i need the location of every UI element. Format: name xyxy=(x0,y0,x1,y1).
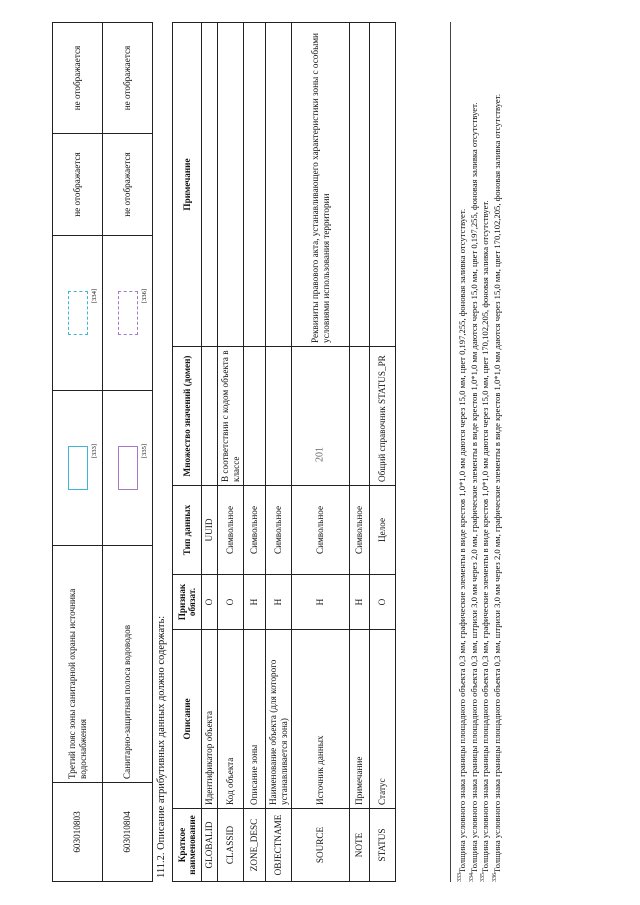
attr-required: О xyxy=(202,575,218,630)
attr-note xyxy=(218,23,244,347)
footnote: $^{335}$Толщина условного знака границы площадного объекта 0,3 мм, графические элементы в виде крестов 1,0*1,0 мм даются через 15,0 мм, цвет 170,102,205, фоновая заливка отсутствует. xyxy=(480,200,491,882)
attr-required: О xyxy=(218,575,244,630)
header-short-name: Краткое наименование xyxy=(173,809,202,882)
attr-desc: Наименование объекта (для которого устанавливается зона) xyxy=(266,630,292,809)
symbol-cell xyxy=(53,236,103,391)
attr-desc: Код объекта xyxy=(218,630,244,809)
attr-required: Н xyxy=(350,575,370,630)
attr-domain: В соответствии с кодом объекта в классе xyxy=(218,347,244,486)
purple-dashed-boundary-icon: [336] xyxy=(118,291,140,335)
zone-code: 603010803 xyxy=(53,783,103,882)
attr-domain xyxy=(266,347,292,486)
footnote-ref: 333 xyxy=(91,446,99,456)
attr-short: NOTE xyxy=(350,809,370,882)
attr-domain xyxy=(244,347,266,486)
table-row xyxy=(292,23,350,882)
attr-type: Целое xyxy=(370,486,396,575)
footnote: $^{333}$Толщина условного знака границы площадного объекта 0,3 мм, графические элементы в виде крестов 1,0*1,0 мм даются через 15,0 мм, цвет 0,197,255, фоновая заливка отсутствует. xyxy=(457,208,467,882)
table-header-row xyxy=(173,23,202,882)
attributes-heading: 111.2. Описание атрибутивных данных должно содержать: xyxy=(156,615,167,878)
purple-solid-boundary-icon: [335] xyxy=(118,446,140,490)
table-row xyxy=(202,23,218,882)
attr-short: SOURCE xyxy=(292,809,350,882)
attr-domain xyxy=(292,347,350,486)
attr-type: Символьное xyxy=(350,486,370,575)
display-value: не отображается xyxy=(53,23,103,134)
attr-short: STATUS xyxy=(370,809,396,882)
footnote-ref: 334 xyxy=(91,291,99,301)
table-row xyxy=(350,23,370,882)
attr-type: Символьное xyxy=(292,486,350,575)
attr-domain xyxy=(202,347,218,486)
attr-desc: Описание зоны xyxy=(244,630,266,809)
zones-table xyxy=(52,22,153,882)
symbol-cell xyxy=(53,391,103,546)
attr-note xyxy=(244,23,266,347)
attributes-table xyxy=(172,22,396,882)
footnote: $^{336}$Толщина условного знака границы площадного объекта 0,3 мм, штрихи 3,0 мм через 2,0 мм, графические элементы в виде крестов 1,0*1,0 мм даются через 15,0 мм, цвет 170,102,205, фоновая заливка отсутствует. xyxy=(492,94,503,882)
zone-code: 603010804 xyxy=(103,783,153,882)
footnote-ref: 336 xyxy=(141,291,149,301)
rotated-page-content xyxy=(52,22,632,882)
attr-desc: Источник данных xyxy=(292,630,350,809)
header-note: Примечание xyxy=(173,23,202,347)
table-row xyxy=(244,23,266,882)
attr-desc: Статус xyxy=(370,630,396,809)
header-value-domain: Множество значений (домен) xyxy=(173,347,202,486)
attr-required: Н xyxy=(266,575,292,630)
attr-type: UUID xyxy=(202,486,218,575)
attr-desc: Идентификатор объекта xyxy=(202,630,218,809)
table-row xyxy=(103,23,153,882)
attr-domain: Общий справочник STATUS_PR xyxy=(370,347,396,486)
table-row xyxy=(218,23,244,882)
attr-required: Н xyxy=(244,575,266,630)
attr-type: Символьное xyxy=(244,486,266,575)
table-row xyxy=(53,23,103,882)
table-row xyxy=(370,23,396,882)
attr-note xyxy=(350,23,370,347)
cyan-solid-boundary-icon: [333] xyxy=(68,446,90,490)
attr-type: Символьное xyxy=(218,486,244,575)
display-value: не отображается xyxy=(53,134,103,236)
table-row xyxy=(266,23,292,882)
attr-note xyxy=(370,23,396,347)
header-required: Признак обязат. xyxy=(173,575,202,630)
zone-name: Третий пояс зоны санитарной охраны источника водоснабжения xyxy=(53,546,103,783)
footnotes xyxy=(450,22,504,882)
display-value: не отображается xyxy=(103,134,153,236)
attr-short: CLASSID xyxy=(218,809,244,882)
page-number: 201 xyxy=(314,447,326,462)
display-value: не отображается xyxy=(103,23,153,134)
attr-domain xyxy=(350,347,370,486)
attr-note xyxy=(202,23,218,347)
attr-note: Реквизиты правового акта, устанавливающего характеристики зоны с особыми условиями использования территории xyxy=(292,23,350,347)
attr-note xyxy=(266,23,292,347)
header-data-type: Тип данных xyxy=(173,486,202,575)
symbol-cell xyxy=(103,391,153,546)
attr-short: GLOBALID xyxy=(202,809,218,882)
zone-name: Санитарно-защитная полоса водоводов xyxy=(103,546,153,783)
attr-type: Символьное xyxy=(266,486,292,575)
footnote: $^{334}$Толщина условного знака границы площадного объекта 0,3 мм, штрихи 3,0 мм через 2,0 мм, графические элементы в виде крестов 1,0*1,0 мм даются через 15,0 мм, цвет 0,197,255, фоновая заливка отсутствует. xyxy=(468,102,479,882)
attr-short: OBJECTNAME xyxy=(266,809,292,882)
symbol-cell xyxy=(103,236,153,391)
attr-desc: Примечание xyxy=(350,630,370,809)
attr-required: Н xyxy=(292,575,350,630)
footnote-ref: 335 xyxy=(141,446,149,456)
attr-required: О xyxy=(370,575,396,630)
attr-short: ZONE_DESC xyxy=(244,809,266,882)
cyan-dashed-boundary-icon: [334] xyxy=(68,291,90,335)
header-description: Описание xyxy=(173,630,202,809)
